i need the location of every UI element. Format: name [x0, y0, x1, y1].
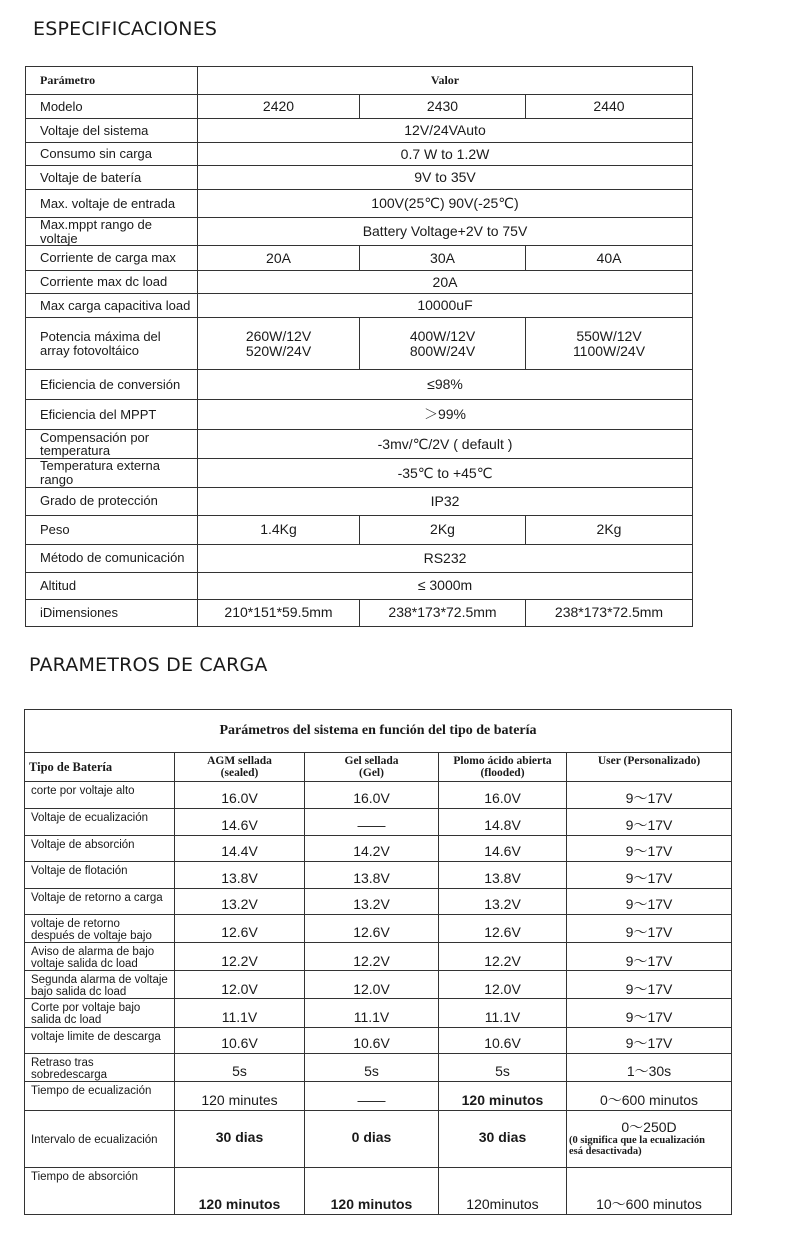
charge-parameters-heading: PARAMETROS DE CARGA: [29, 654, 268, 676]
charge-row-value: 5s: [175, 1053, 305, 1081]
charge-row: [25, 971, 732, 999]
spec-row: [26, 430, 693, 459]
charge-row: [25, 943, 732, 971]
charge-column-header: AGM sellada (sealed): [175, 753, 305, 782]
charge-row-value: 9～17V: [567, 782, 732, 809]
charge-row-value: 13.8V: [305, 862, 439, 889]
charge-row-label: Voltaje de absorción: [25, 836, 175, 862]
equalization-interval-range: 0～250D: [621, 1119, 677, 1136]
charge-row-value: 10.6V: [305, 1027, 439, 1053]
charge-row-label: Voltaje de retorno a carga: [25, 889, 175, 915]
charge-row-value: 5s: [439, 1053, 567, 1081]
charge-row-label: Voltaje de ecualización: [25, 809, 175, 836]
spec-row-value: ≤ 3000m: [198, 572, 693, 599]
spec-row-value: RS232: [198, 544, 693, 572]
charge-row-value: 10.6V: [439, 1027, 567, 1053]
spec-row: [26, 487, 693, 515]
spec-row-value: 1.4Kg: [198, 515, 360, 544]
charge-row-value: 9～17V: [567, 889, 732, 915]
spec-row: [26, 544, 693, 572]
spec-row-value: 20A: [198, 271, 693, 294]
spec-header-row: [26, 67, 693, 95]
charge-row-value: [567, 1110, 732, 1167]
spec-row-label: Altitud: [26, 572, 198, 599]
charge-table-title: Parámetros del sistema en función del tipo de batería: [25, 710, 732, 753]
spec-row-label: Max. voltaje de entrada: [26, 190, 198, 218]
spec-row: [26, 166, 693, 190]
charge-row: [25, 889, 732, 915]
charge-row-value: 13.2V: [439, 889, 567, 915]
spec-row-value: -35℃ to +45℃: [198, 459, 693, 487]
charge-row-value: 12.2V: [175, 943, 305, 971]
spec-row-value: ≤98%: [198, 370, 693, 400]
spec-row-value: 2440: [526, 95, 693, 119]
spec-row-label: Potencia máxima del array fotovoltáico: [26, 318, 198, 370]
spec-row-label: Corriente de carga max: [26, 246, 198, 271]
spec-row: [26, 218, 693, 246]
spec-row-label: Peso: [26, 515, 198, 544]
charge-row-value: 13.8V: [439, 862, 567, 889]
spec-row: [26, 599, 693, 626]
spec-row-label: Voltaje de batería: [26, 166, 198, 190]
charge-row-label: Aviso de alarma de bajo voltaje salida dc load: [25, 943, 175, 971]
spec-row-value: 2Kg: [360, 515, 526, 544]
spec-row-value: 550W/12V 1100W/24V: [526, 318, 693, 370]
spec-row-value: 238*173*72.5mm: [360, 599, 526, 626]
charge-column-header: Gel sellada (Gel): [305, 753, 439, 782]
spec-row-value: 30A: [360, 246, 526, 271]
charge-row-label: Voltaje de flotación: [25, 862, 175, 889]
charge-row-value: 13.2V: [175, 889, 305, 915]
spec-row-label: Eficiencia de conversión: [26, 370, 198, 400]
charge-row: [25, 999, 732, 1027]
charge-row-label: Tiempo de absorción: [25, 1167, 175, 1214]
charge-row-value: 9～17V: [567, 809, 732, 836]
charge-row-value: 16.0V: [439, 782, 567, 809]
spec-row-value: Battery Voltage+2V to 75V: [198, 218, 693, 246]
charge-row: [25, 915, 732, 943]
spec-row-label: Temperatura externa rango: [26, 459, 198, 487]
spec-row-value: 2420: [198, 95, 360, 119]
spec-row: [26, 95, 693, 119]
charge-row-value: 14.8V: [439, 809, 567, 836]
spec-row: [26, 459, 693, 487]
spec-row-value: 260W/12V 520W/24V: [198, 318, 360, 370]
charge-row-value: 0 dias: [305, 1110, 439, 1167]
charge-row-value: 12.0V: [439, 971, 567, 999]
spec-row-value: IP32: [198, 487, 693, 515]
charge-row-value: 12.6V: [175, 915, 305, 943]
charge-row-value: 120minutos: [439, 1167, 567, 1214]
spec-row-label: Eficiencia del MPPT: [26, 400, 198, 430]
spec-row-value: 2Kg: [526, 515, 693, 544]
spec-row-value: 9V to 35V: [198, 166, 693, 190]
charge-row-value: 11.1V: [305, 999, 439, 1027]
charge-row-value: 12.0V: [175, 971, 305, 999]
spec-row: [26, 294, 693, 318]
charge-row: [25, 1167, 732, 1214]
spec-row-label: Consumo sin carga: [26, 143, 198, 166]
charge-row-value: 10～600 minutos: [567, 1167, 732, 1214]
charge-row-value: 14.6V: [439, 836, 567, 862]
spec-row: [26, 318, 693, 370]
charge-row-value: 14.2V: [305, 836, 439, 862]
charge-row-value: 9～17V: [567, 836, 732, 862]
charge-row-label: voltaje de retorno después de voltaje bajo: [25, 915, 175, 943]
spec-row: [26, 370, 693, 400]
charge-row: [25, 1110, 732, 1167]
charge-row-label: Retraso tras sobredescarga: [25, 1053, 175, 1081]
spec-row-value: 238*173*72.5mm: [526, 599, 693, 626]
charge-row-value: 1～30s: [567, 1053, 732, 1081]
charge-row-value: 14.4V: [175, 836, 305, 862]
spec-row-label: iDimensiones: [26, 599, 198, 626]
specifications-heading: ESPECIFICACIONES: [33, 18, 218, 40]
spec-row: [26, 190, 693, 218]
charge-row-value: 30 dias: [175, 1110, 305, 1167]
spec-row-value: 2430: [360, 95, 526, 119]
charge-row-value: 30 dias: [439, 1110, 567, 1167]
spec-header-parameter: Parámetro: [26, 67, 198, 95]
spec-row: [26, 572, 693, 599]
equalization-interval-note: (0 significa que la ecualización esá desactivada): [569, 1134, 705, 1157]
charge-row-value: 13.2V: [305, 889, 439, 915]
charge-header-row: [25, 753, 732, 782]
spec-row: [26, 271, 693, 294]
charge-row: [25, 809, 732, 836]
charge-row-value: 12.0V: [305, 971, 439, 999]
charge-row: [25, 862, 732, 889]
charge-row-value: 120 minutos: [305, 1167, 439, 1214]
charge-row-value: 11.1V: [175, 999, 305, 1027]
charge-row-value: ——: [305, 1081, 439, 1110]
charge-row-value: 120 minutes: [175, 1081, 305, 1110]
charge-row-value: 12.2V: [305, 943, 439, 971]
charge-row-value: 0～600 minutos: [567, 1081, 732, 1110]
charge-row-value: 11.1V: [439, 999, 567, 1027]
charge-row-value: ——: [305, 809, 439, 836]
charge-row-value: 13.8V: [175, 862, 305, 889]
charge-column-header: User (Personalizado): [567, 753, 732, 782]
charge-row-label: Tiempo de ecualización: [25, 1081, 175, 1110]
spec-row-value: 400W/12V 800W/24V: [360, 318, 526, 370]
spec-row-label: Voltaje del sistema: [26, 119, 198, 143]
charge-row-value: 12.6V: [439, 915, 567, 943]
spec-row-label: Compensación por temperatura: [26, 430, 198, 459]
charge-title-row: [25, 710, 732, 753]
spec-row-value: 40A: [526, 246, 693, 271]
spec-row: [26, 515, 693, 544]
charge-row-value: 9～17V: [567, 1027, 732, 1053]
spec-row-label: Método de comunicación: [26, 544, 198, 572]
spec-row-value: ＞99%: [198, 400, 693, 430]
spec-row-label: Corriente max dc load: [26, 271, 198, 294]
spec-row-value: 210*151*59.5mm: [198, 599, 360, 626]
charge-row-value: 9～17V: [567, 943, 732, 971]
charge-row: [25, 1053, 732, 1081]
charge-column-header: Tipo de Batería: [25, 753, 175, 782]
spec-row-value: -3mv/℃/2V ( default ): [198, 430, 693, 459]
spec-row-label: Grado de protección: [26, 487, 198, 515]
charge-row-value: 10.6V: [175, 1027, 305, 1053]
charge-row: [25, 1027, 732, 1053]
charge-row-label: Intervalo de ecualización: [25, 1110, 175, 1167]
charge-row-value: 16.0V: [305, 782, 439, 809]
charge-row-label: voltaje limite de descarga: [25, 1027, 175, 1053]
charge-row-value: 120 minutos: [439, 1081, 567, 1110]
charge-row-value: 9～17V: [567, 971, 732, 999]
charge-row-value: 9～17V: [567, 862, 732, 889]
spec-row-value: 12V/24VAuto: [198, 119, 693, 143]
charge-row-label: corte por voltaje alto: [25, 782, 175, 809]
spec-row-label: Max.mppt rango de voltaje: [26, 218, 198, 246]
spec-row-label: Max carga capacitiva load: [26, 294, 198, 318]
charge-row-value: 5s: [305, 1053, 439, 1081]
spec-row-value: 0.7 W to 1.2W: [198, 143, 693, 166]
charge-row-value: 16.0V: [175, 782, 305, 809]
spec-row-value: 20A: [198, 246, 360, 271]
charge-parameters-table: [24, 709, 732, 1215]
charge-row-value: 9～17V: [567, 999, 732, 1027]
charge-column-header: Plomo ácido abierta (flooded): [439, 753, 567, 782]
charge-row-value: 12.6V: [305, 915, 439, 943]
charge-row: [25, 836, 732, 862]
charge-row-value: 9～17V: [567, 915, 732, 943]
charge-row: [25, 782, 732, 809]
spec-row-label: Modelo: [26, 95, 198, 119]
spec-row: [26, 119, 693, 143]
charge-row: [25, 1081, 732, 1110]
charge-row-value: 12.2V: [439, 943, 567, 971]
charge-row-label: Segunda alarma de voltaje bajo salida dc load: [25, 971, 175, 999]
spec-row-value: 100V(25℃) 90V(-25℃): [198, 190, 693, 218]
spec-header-value: Valor: [198, 67, 693, 95]
charge-row-label: Corte por voltaje bajo salida dc load: [25, 999, 175, 1027]
specifications-table: [25, 66, 693, 627]
spec-row: [26, 143, 693, 166]
spec-row-value: 10000uF: [198, 294, 693, 318]
charge-row-value: 120 minutos: [175, 1167, 305, 1214]
charge-row-value: 14.6V: [175, 809, 305, 836]
spec-row: [26, 246, 693, 271]
spec-row: [26, 400, 693, 430]
